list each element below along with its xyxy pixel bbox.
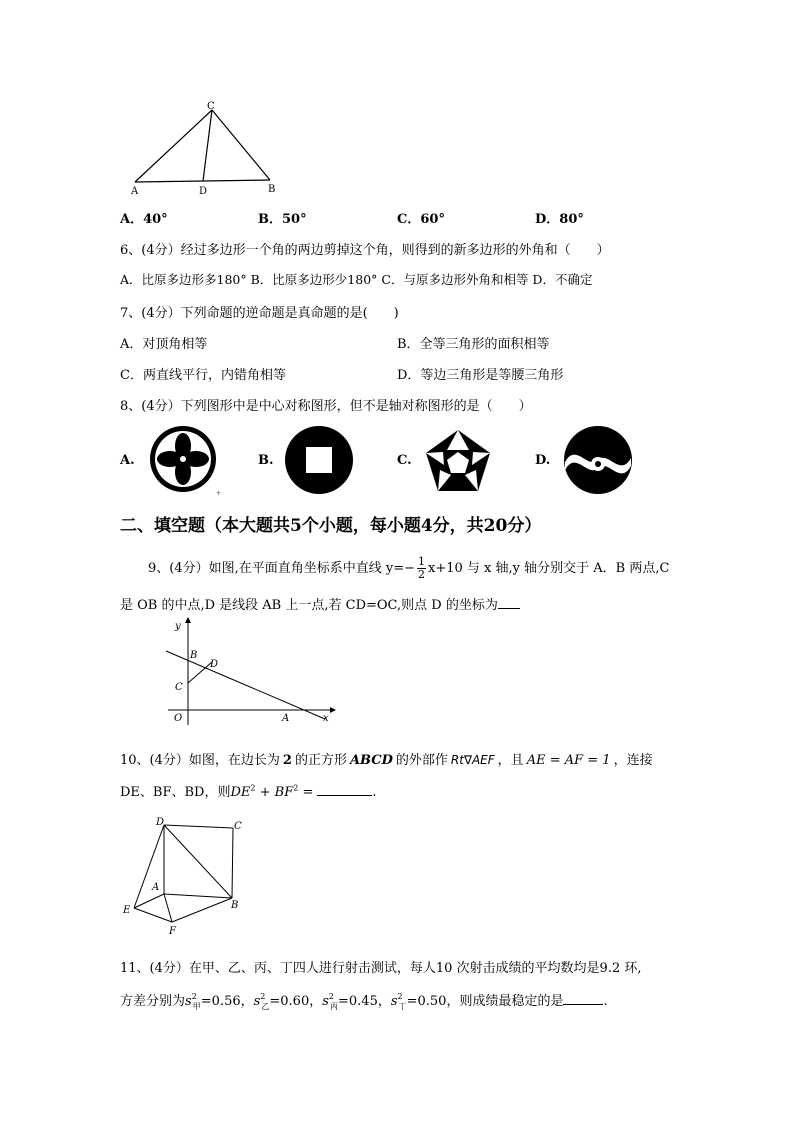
svg-text:+: + xyxy=(216,490,222,497)
q7-option-c: C．两直线平行，内错角相等 xyxy=(120,368,286,383)
label-A: A xyxy=(152,882,160,893)
label-C: C xyxy=(234,821,242,832)
label-D: D xyxy=(210,659,219,670)
q7-stem: 7、(4分）下列命题的逆命题是真命题的是( ) xyxy=(120,306,399,321)
label-A: A xyxy=(282,713,290,724)
label-E: E xyxy=(123,905,131,916)
q5-option-b: B．50° xyxy=(258,212,307,227)
q10-stem-line2: DE、BF、BD，则$DE^2 + BF^2$ = . xyxy=(120,783,377,800)
q5-option-a: A．40° xyxy=(120,212,168,227)
coordinate-figure xyxy=(160,617,340,727)
q10-stem-line1: 10、(4分）如图，在边长为 2 的正方形 ABCD 的外部作 Rt∇AEF ，且 AE = AF = 1 ，连接 xyxy=(120,753,653,768)
q6-stem: 6、(4分）经过多边形一个角的两边剪掉这个角，则得到的新多边形的外角和（ ） xyxy=(120,243,610,258)
label-O: O xyxy=(174,713,183,724)
q8-option-a-label: A. xyxy=(120,453,135,468)
coin-square-hole-figure xyxy=(284,424,356,496)
circle-wave-figure xyxy=(562,424,634,496)
q11-stem-line1: 11、(4分）在甲、乙、丙、丁四人进行射击测试，每人10 次射击成绩的平均数均是9.2 环, xyxy=(120,961,642,976)
q9-stem-line1 xyxy=(148,556,669,581)
label-F: F xyxy=(169,926,176,937)
q9-stem-post: x+10 与 x 轴,y 轴分别交于 A．B 两点,C xyxy=(428,561,670,576)
square-figure xyxy=(118,812,248,938)
label-D: D xyxy=(156,817,165,828)
label-B: B xyxy=(190,650,198,661)
four-petal-circle-figure xyxy=(146,423,226,499)
q5-option-c: C．60° xyxy=(397,212,445,227)
triangle-figure xyxy=(125,98,285,198)
label-D: D xyxy=(199,186,208,197)
label-B: B xyxy=(268,184,276,195)
label-C: C xyxy=(175,682,183,693)
q9-answer-blank xyxy=(498,608,520,609)
q9-stem-pre: 9、(4分）如图,在平面直角坐标系中直线 y=− xyxy=(148,561,416,576)
q8-option-d-label: D. xyxy=(535,453,551,468)
axis-label-y: y xyxy=(175,621,181,632)
label-A: A xyxy=(131,186,139,197)
q9-stem-line2-text: 是 OB 的中点,D 是线段 AB 上一点,若 CD=OC,则点 D 的坐标为 xyxy=(120,598,498,613)
label-C: C xyxy=(207,101,215,112)
axis-label-x: x xyxy=(323,713,329,724)
section-title-fill-in: 二、填空题（本大题共5个小题，每小题4分，共20分） xyxy=(120,516,542,536)
q7-option-d: D．等边三角形是等腰三角形 xyxy=(397,368,564,383)
q9-stem-line2 xyxy=(120,594,520,613)
q6-options: A．比原多边形多180° B．比原多边形少180° C．与原多边形外角和相等 D．不确定 xyxy=(120,272,593,287)
q7-option-b: B．全等三角形的面积相等 xyxy=(397,337,550,352)
q11-stem-line2: 方差分别为$s^2_甲=0.56$，$s^2_乙=0.60$，$s^2_丙=0.45$，$s^2_丁=0.50$，则成绩最稳定的是 . xyxy=(120,992,608,1011)
q9-fraction: $\frac{1}{2}$ xyxy=(418,555,426,581)
q10-answer-blank xyxy=(317,795,372,796)
q5-option-d: D．80° xyxy=(535,212,584,227)
q7-option-a: A．对顶角相等 xyxy=(120,337,208,352)
q11-answer-blank xyxy=(563,1004,603,1005)
q8-stem: 8、(4分）下列图形中是中心对称图形，但不是轴对称图形的是（ ） xyxy=(120,399,532,414)
label-B: B xyxy=(231,900,239,911)
q8-option-b-label: B. xyxy=(258,453,274,468)
q8-option-c-label: C. xyxy=(397,453,412,468)
pentagon-figure xyxy=(424,428,492,494)
